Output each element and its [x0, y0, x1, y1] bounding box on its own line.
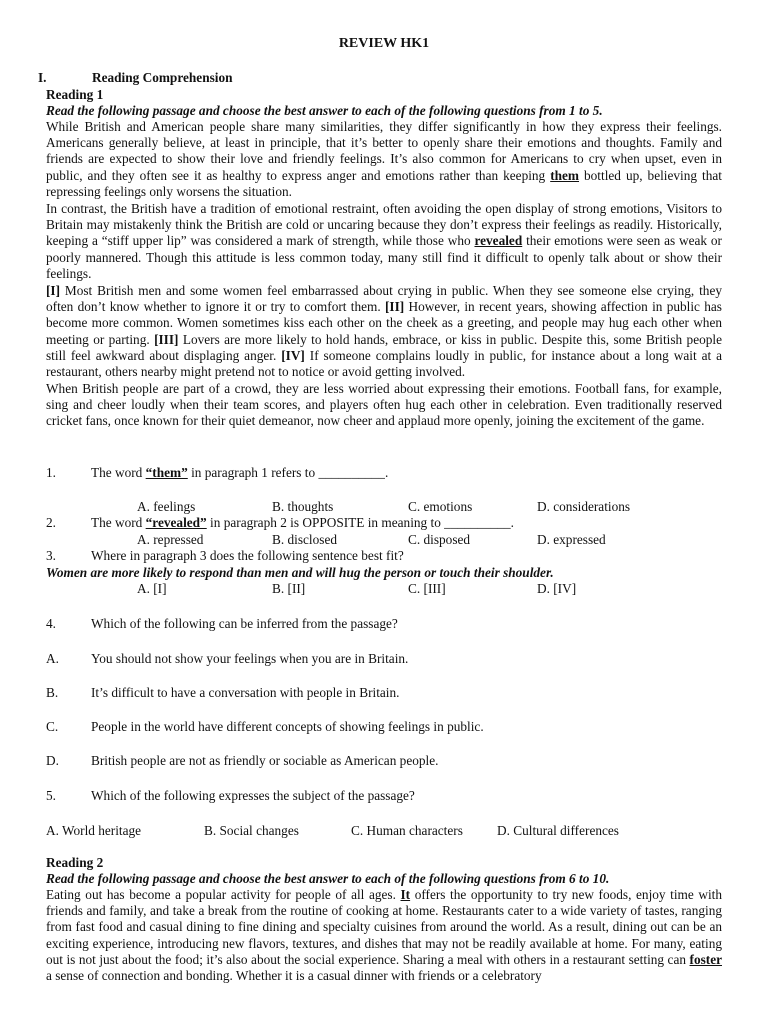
keyword-it: It: [400, 887, 411, 902]
answer-letter: B.: [46, 685, 59, 700]
p1-text-a: While British and American people share many similarities, they differ significantly in how they express their feelings. Americans generally believe, at least in principle, that it’s better to openly share their emotions and thoughts. Family and friends are expected to show their love and friendly feelings. It’s also common for Americans to cry when upset, even in public, and they often see it as healthy to express anger and emotions rather than keeping: [46, 119, 722, 183]
section-label: Reading Comprehension: [92, 70, 233, 85]
question-3-sentence: Women are more likely to respond than men and will hug the person or touch their shoulder.: [46, 565, 554, 580]
option-b[interactable]: B. Social changes: [204, 823, 299, 838]
question-keyword: “them”: [145, 465, 188, 480]
option-c[interactable]: C. emotions: [408, 499, 473, 514]
p3-text-d: If someone complains loudly in public, for instance about a long wait at a restaurant, others nearby might pretend not to notice or avoid getting involved.: [46, 347, 722, 380]
page-title: REVIEW HK1: [338, 36, 430, 51]
option-b[interactable]: B. disclosed: [272, 532, 338, 547]
question-text-post: in paragraph 1 refers to __________.: [187, 465, 389, 480]
question-number: 3.: [46, 548, 56, 563]
marker-4: [IV]: [281, 347, 305, 363]
reading2-heading: Reading 2: [46, 855, 104, 870]
question-4-answer-c[interactable]: [46, 719, 722, 735]
question-1-options: [137, 499, 722, 515]
question-2: [46, 515, 722, 531]
question-3-options: [137, 581, 722, 597]
question-keyword: “revealed”: [145, 515, 207, 530]
question-number: 5.: [46, 788, 56, 803]
r2-text-b: offers the opportunity to try new foods, enjoy time with friends and family, and take a break from the routine of cooking at home. Restaurants cater to a wide variety of tastes, ranging from fast food and casual dining to fine dining and specialty cuisines from around the world. As a result, dining out can be an exciting experience, introducing new flavors, textures, and dishes that may not be readily available at home. For many, eating out is not just about the food; it’s also about the social experience. Sharing a meal with others in a restaurant setting can: [46, 887, 723, 967]
reading2-paragraph-1: [46, 887, 722, 984]
reading2-instruction: Read the following passage and choose the best answer to each of the following questions from 6 to 10.: [46, 871, 610, 886]
option-a[interactable]: A. [I]: [137, 581, 167, 596]
p2-text-b: their emotions were seen as weak or poorly mannered. Though this attitude is less common today, many still find it difficult to openly talk about or show their feelings.: [46, 233, 722, 281]
p3-text-a: Most British men and some women feel embarrassed about crying in public. When they see someone else crying, they often don’t know whether to ignore it or try to comfort them.: [46, 283, 722, 315]
answer-text: People in the world have different concepts of showing feelings in public.: [91, 719, 484, 734]
question-5-options: [46, 823, 722, 839]
question-text: Which of the following can be inferred from the passage?: [91, 616, 398, 631]
question-2-options: [137, 532, 722, 548]
r2-text-a: Eating out has become a popular activity for people of all ages.: [46, 887, 401, 902]
reading1-paragraph-1: [46, 119, 722, 200]
answer-letter: C.: [46, 719, 59, 734]
option-c[interactable]: C. Human characters: [351, 823, 463, 838]
section-number: I.: [38, 70, 47, 85]
answer-text: British people are not as friendly or sociable as American people.: [91, 753, 439, 768]
option-a[interactable]: A. feelings: [137, 499, 196, 514]
p1-text-b: bottled up, believing that repressing feelings only worsens the situation.: [46, 167, 722, 199]
question-4-answer-d[interactable]: [46, 753, 722, 769]
reading1-paragraph-2: [46, 201, 722, 282]
option-d[interactable]: D. expressed: [537, 532, 606, 547]
question-text-pre: The word: [91, 465, 146, 480]
keyword-foster: foster: [689, 951, 722, 967]
reading1-heading: Reading 1: [46, 87, 104, 102]
option-c[interactable]: C. disposed: [408, 532, 471, 547]
p3-text-c: Lovers are more likely to hold hands, embrace, or kiss in public. Despite this, some British people still feel awkward about displaging anger.: [46, 331, 722, 363]
reading1-paragraph-3: [46, 283, 722, 380]
question-1: [46, 465, 722, 481]
answer-letter: A.: [46, 651, 59, 666]
question-5: [46, 788, 722, 804]
marker-3: [III]: [154, 331, 179, 347]
reading1-paragraph-4: When British people are part of a crowd, they are less worried about expressing their emotions. Football fans, for example, sing and cheer loudly when their team scores, and players often hug each other in celebration. Even traditionally reserved cricket fans, once known for their quiet demeanor, now cheer and applaud more openly, joining the excitement of the game.: [46, 381, 722, 429]
option-d[interactable]: D. [IV]: [537, 581, 577, 596]
section-heading: [38, 70, 233, 86]
p3-text-b: However, in recent years, showing affection in public has become more common. Women sometimes kiss each other on the cheek as a greeting, and people may hug each other when meeting or parting.: [46, 299, 722, 347]
question-number: 4.: [46, 616, 56, 631]
question-number: 1.: [46, 465, 56, 480]
answer-letter: D.: [46, 753, 59, 768]
question-number: 2.: [46, 515, 56, 530]
option-a[interactable]: A. World heritage: [46, 823, 142, 838]
question-text: Where in paragraph 3 does the following sentence best fit?: [91, 548, 404, 563]
marker-2: [II]: [384, 299, 405, 315]
r2-text-c: a sense of connection and bonding. Whether it is a casual dinner with friends or a celebratory: [46, 968, 542, 984]
question-4: [46, 616, 722, 632]
option-a[interactable]: A. repressed: [137, 532, 204, 547]
answer-text: It’s difficult to have a conversation with people in Britain.: [91, 685, 400, 700]
option-c[interactable]: C. [III]: [408, 581, 446, 596]
question-text: Which of the following expresses the subject of the passage?: [91, 788, 415, 803]
question-4-answer-a[interactable]: [46, 651, 722, 667]
keyword-revealed: revealed: [474, 233, 523, 249]
option-d[interactable]: D. Cultural differences: [497, 823, 619, 838]
option-d[interactable]: D. considerations: [537, 499, 631, 514]
question-4-answer-b[interactable]: [46, 685, 722, 701]
reading1-instruction: Read the following passage and choose the best answer to each of the following questions from 1 to 5.: [46, 103, 603, 118]
answer-text: You should not show your feelings when you are in Britain.: [91, 651, 409, 666]
option-b[interactable]: B. [II]: [272, 581, 306, 596]
p2-text-a: In contrast, the British have a tradition of emotional restraint, often avoiding the open display of strong emotions, Visitors to Britain may mistakenly think the British are cold or uncaring because they don’t express their feelings as readily. Historically, keeping a “stiff upper lip” was considered a mark of strength, while those who: [46, 201, 722, 249]
question-text-pre: The word: [91, 515, 146, 530]
marker-1: [I]: [46, 283, 61, 298]
question-text-post: in paragraph 2 is OPPOSITE in meaning to __________.: [206, 515, 514, 530]
keyword-them: them: [550, 167, 580, 183]
question-3: [46, 548, 722, 564]
option-b[interactable]: B. thoughts: [272, 499, 334, 514]
